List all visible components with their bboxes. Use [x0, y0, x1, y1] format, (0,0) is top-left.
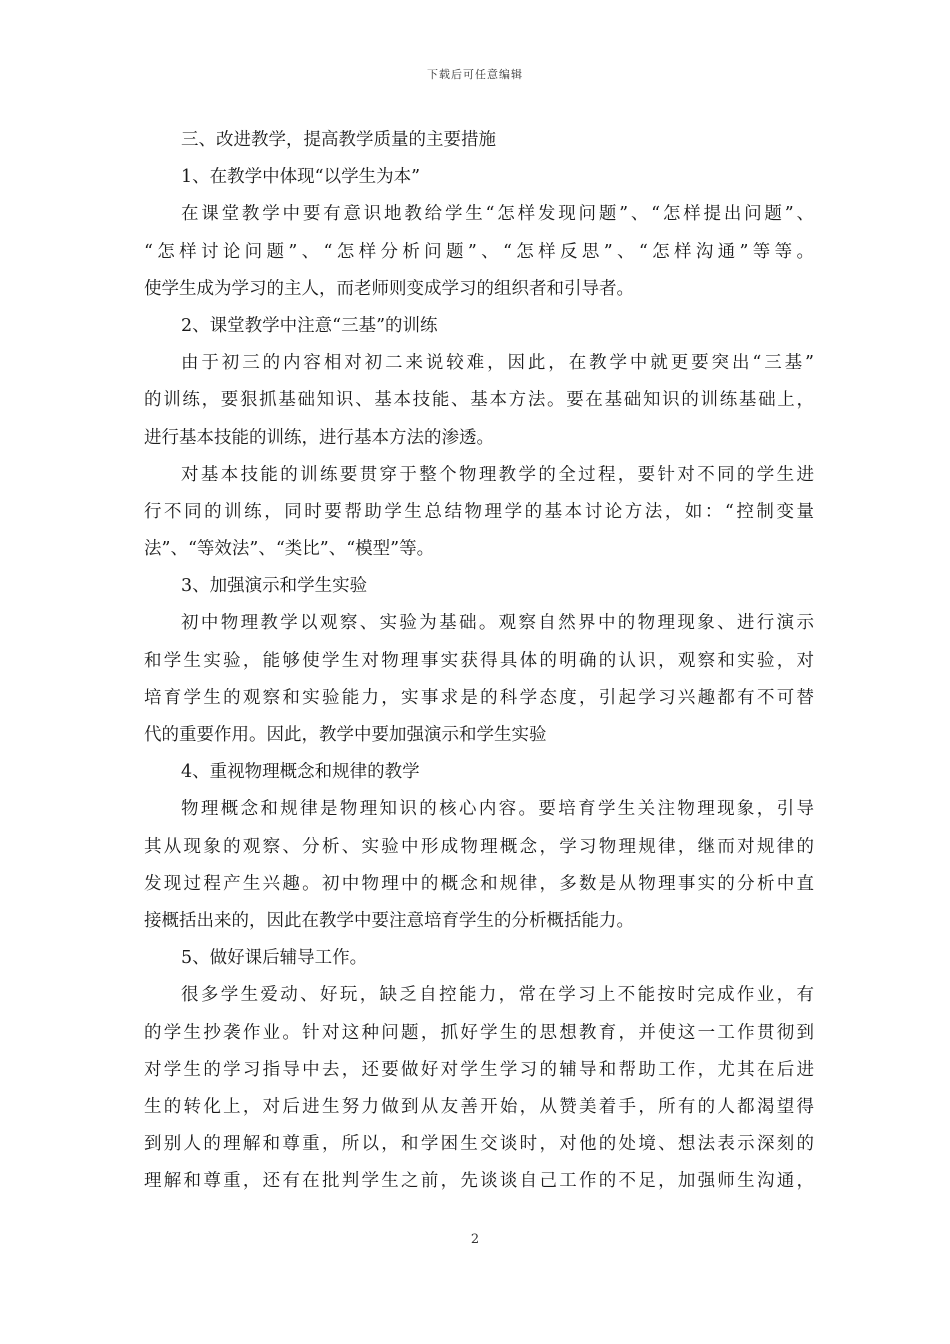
text-line: 培育学生的观察和实验能力，实事求是的科学态度，引起学习兴趣都有不可替: [144, 687, 814, 708]
text-line: 对学生的学习指导中去，还要做好对学生学习的辅导和帮助工作，尤其在后进: [144, 1059, 814, 1080]
text-line: 很多学生爱动、好玩，缺乏自控能力，常在学习上不能按时完成作业，有: [181, 985, 814, 1006]
text-line: 初中物理教学以观察、实验为基础。观察自然界中的物理现象、进行演示: [181, 613, 814, 634]
text-line: 理解和尊重，还有在批判学生之前，先谈谈自己工作的不足，加强师生沟通，: [144, 1171, 814, 1192]
text-line: 的训练，要狠抓基础知识、基本技能、基本方法。要在基础知识的训练基础上，: [144, 390, 814, 411]
text-line: 代的重要作用。因此，教学中要加强演示和学生实验: [144, 725, 547, 745]
text-line: 对基本技能的训练要贯穿于整个物理教学的全过程，要针对不同的学生进: [181, 464, 814, 485]
text-line: 行不同的训练，同时要帮助学生总结物理学的基本讨论方法，如：“控制变量: [144, 501, 814, 522]
text-line: 由于初三的内容相对初二来说较难，因此，在教学中就更要突出“三基”: [181, 353, 814, 374]
text-line: 接概括出来的，因此在教学中要注意培育学生的分析概括能力。: [144, 910, 634, 931]
page-header: 下载后可任意编辑: [427, 68, 523, 81]
page-number: 2: [470, 1232, 480, 1247]
text-line: 其从现象的观察、分析、实验中形成物理概念，学习物理规律，继而对规律的: [144, 836, 814, 857]
text-line: “怎样讨论问题”、“怎样分析问题”、“怎样反思”、“怎样沟通”等等。: [144, 241, 814, 262]
text-line: 物理概念和规律是物理知识的核心内容。要培育学生关注物理现象，引导: [181, 799, 814, 820]
text-line: 5、做好课后辅导工作。: [181, 948, 368, 969]
text-line: 4、重视物理概念和规律的教学: [181, 762, 420, 783]
text-line: 2、课堂教学中注意“三基”的训练: [181, 315, 438, 336]
text-line: 法”、“等效法”、“类比”、“模型”等。: [144, 539, 435, 560]
text-line: 和学生实验，能够使学生对物理事实获得具体的明确的认识，观察和实验，对: [144, 650, 814, 671]
document-body: [144, 122, 814, 1200]
text-line: 在课堂教学中要有意识地教给学生“怎样发现问题”、“怎样提出问题”、: [181, 204, 814, 225]
text-line: 发现过程产生兴趣。初中物理中的概念和规律，多数是从物理事实的分析中直: [144, 873, 814, 894]
text-line: 1、在教学中体现“以学生为本”: [181, 167, 421, 188]
text-line: 到别人的理解和尊重，所以，和学困生交谈时，对他的处境、想法表示深刻的: [144, 1134, 814, 1155]
text-line: 进行基本技能的训练，进行基本方法的渗透。: [144, 427, 494, 448]
text-line: 使学生成为学习的主人，而老师则变成学习的组织者和引导者。: [144, 278, 634, 299]
text-line: 三、改进教学，提高教学质量的主要措施: [181, 130, 496, 150]
text-line: 生的转化上，对后进生努力做到从友善开始，从赞美着手，所有的人都渴望得: [144, 1096, 814, 1117]
text-line: 的学生抄袭作业。针对这种问题，抓好学生的思想教育，并使这一工作贯彻到: [144, 1022, 814, 1043]
text-line: 3、加强演示和学生实验: [181, 576, 368, 597]
